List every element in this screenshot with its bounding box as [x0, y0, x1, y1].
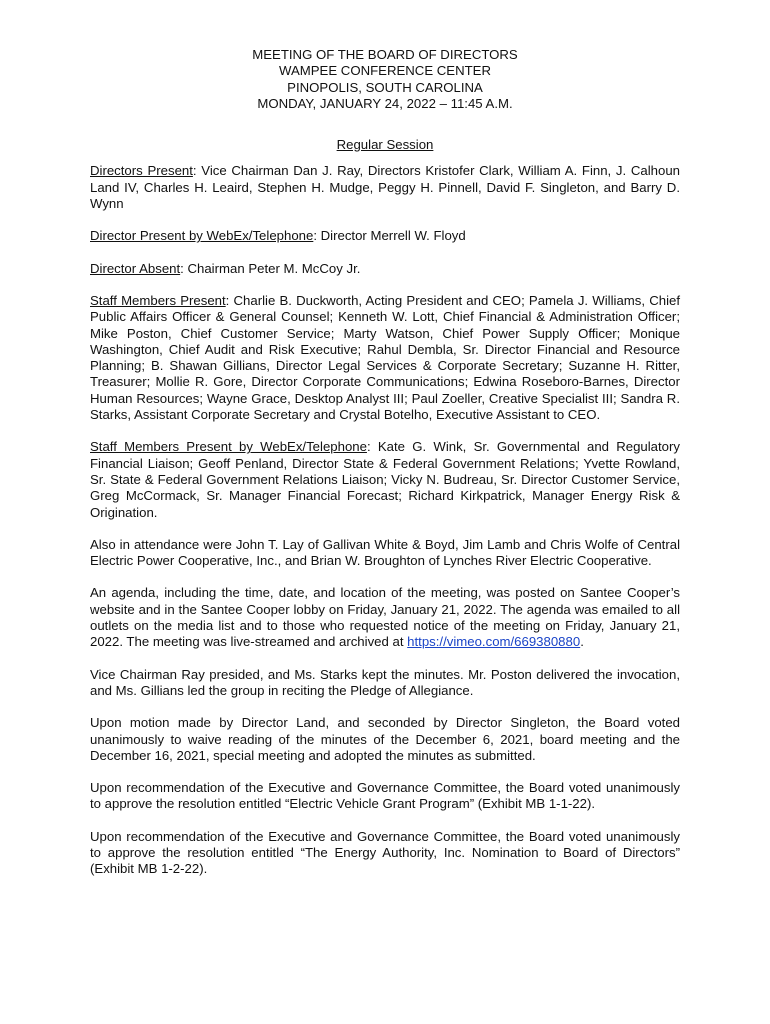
presided-paragraph: Vice Chairman Ray presided, and Ms. Starks kept the minutes. Mr. Poston delivered the invocation, and Ms. Gillians led the group in reciting the Pledge of Allegiance.: [90, 666, 680, 698]
document-header: [90, 47, 680, 112]
header-location: WAMPEE CONFERENCE CENTER: [279, 63, 491, 79]
document-page: [90, 47, 680, 878]
director-webex-paragraph: [90, 228, 680, 244]
header-city-state: PINOPOLIS, SOUTH CAROLINA: [287, 79, 483, 95]
director-absent-label: Director Absent: [90, 260, 181, 276]
directors-present-label: Directors Present: [90, 163, 193, 179]
session-title: Regular Session: [336, 137, 434, 153]
tea-nomination-resolution-paragraph: Upon recommendation of the Executive and Governance Committee, the Board voted unanimously to approve the resolution entitled “The Energy Authority, Inc. Nomination to Board of Directors” (Exhibit MB 1-2-22).: [90, 828, 680, 877]
attendance-paragraph: Also in attendance were John T. Lay of Gallivan White & Boyd, Jim Lamb and Chris Wolfe of Central Electric Power Cooperative, Inc., and Brian W. Broughton of Lynches River Electric Cooperative.: [90, 536, 680, 569]
staff-webex-label: Staff Members Present by WebEx/Telephone: [90, 439, 367, 455]
director-webex-label: Director Present by WebEx/Telephone: [90, 228, 314, 244]
directors-present-paragraph: [90, 163, 680, 212]
vimeo-archive-link[interactable]: https://vimeo.com/669380880: [407, 634, 581, 650]
staff-present-label: Staff Members Present: [90, 292, 226, 308]
agenda-end: .: [580, 634, 584, 650]
staff-webex-paragraph: [90, 439, 680, 520]
agenda-paragraph: [90, 585, 680, 650]
directors-present-text: : Vice Chairman Dan J. Ray, Directors Kristofer Clark, William A. Finn, J. Calhoun Land IV, Charles H. Leaird, Stephen H. Mudge, Peggy H. Pinnell, David F. Singleton, and Barry D. Wynn: [90, 163, 680, 212]
minutes-motion-paragraph: Upon motion made by Director Land, and seconded by Director Singleton, the Board voted unanimously to waive reading of the minutes of the December 6, 2021, board meeting and the December 16, 2021, special meeting and adopted the minutes as submitted.: [90, 715, 680, 763]
director-webex-text: : Director Merrell W. Floyd: [313, 228, 466, 244]
director-absent-text: : Chairman Peter M. McCoy Jr.: [180, 260, 361, 276]
header-date-time: MONDAY, JANUARY 24, 2022 – 11:45 A.M.: [257, 95, 513, 111]
staff-present-paragraph: [90, 293, 680, 423]
director-absent-paragraph: [90, 261, 680, 277]
ev-grant-resolution-paragraph: Upon recommendation of the Executive and Governance Committee, the Board voted unanimously to approve the resolution entitled “Electric Vehicle Grant Program” (Exhibit MB 1-1-22).: [90, 780, 680, 812]
staff-webex-text: : Kate G. Wink, Sr. Governmental and Regulatory Financial Liaison; Geoff Penland, Director State & Federal Government Relations; Yvette Rowland, Sr. State & Federal Government Relations Liaison; Vicky N. Budreau, Sr. Director Customer Service, Greg McCormack, Sr. Manager Financial Forecast; Richard Kirkpatrick, Manager Energy Risk & Origination.: [90, 439, 680, 520]
header-meeting-title: MEETING OF THE BOARD OF DIRECTORS: [252, 47, 518, 62]
staff-present-text: : Charlie B. Duckworth, Acting President and CEO; Pamela J. Williams, Chief Public Affairs Officer & General Counsel; Kenneth W. Lott, Chief Financial & Administration Officer; Mike Poston, Chief Customer Service; Marty Watson, Chief Power Supply Officer; Monique Washington, Chief Audit and Risk Executive; Rahul Dembla, Sr. Director Financial and Resource Planning; B. Shawan Gillians, Director Legal Services & Corporate Secretary; Suzanne H. Ritter, Treasurer; Mollie R. Gore, Director Corporate Communications; Edwina Roseboro-Barnes, Director Human Resources; Wayne Grace, Desktop Analyst III; Paul Zoeller, Creative Specialist III; Sandra R. Starks, Assistant Corporate Secretary and Crystal Botelho, Executive Assistant to CEO.: [90, 292, 680, 423]
agenda-text: An agenda, including the time, date, and location of the meeting, was posted on Santee Cooper’s website and in the Santee Cooper lobby on Friday, January 21, 2022. The agenda was emailed to all outlets on the media list and to those who requested notice of the meeting on Friday, January 21, 2022. The meeting was live-streamed and archived at: [90, 585, 680, 650]
